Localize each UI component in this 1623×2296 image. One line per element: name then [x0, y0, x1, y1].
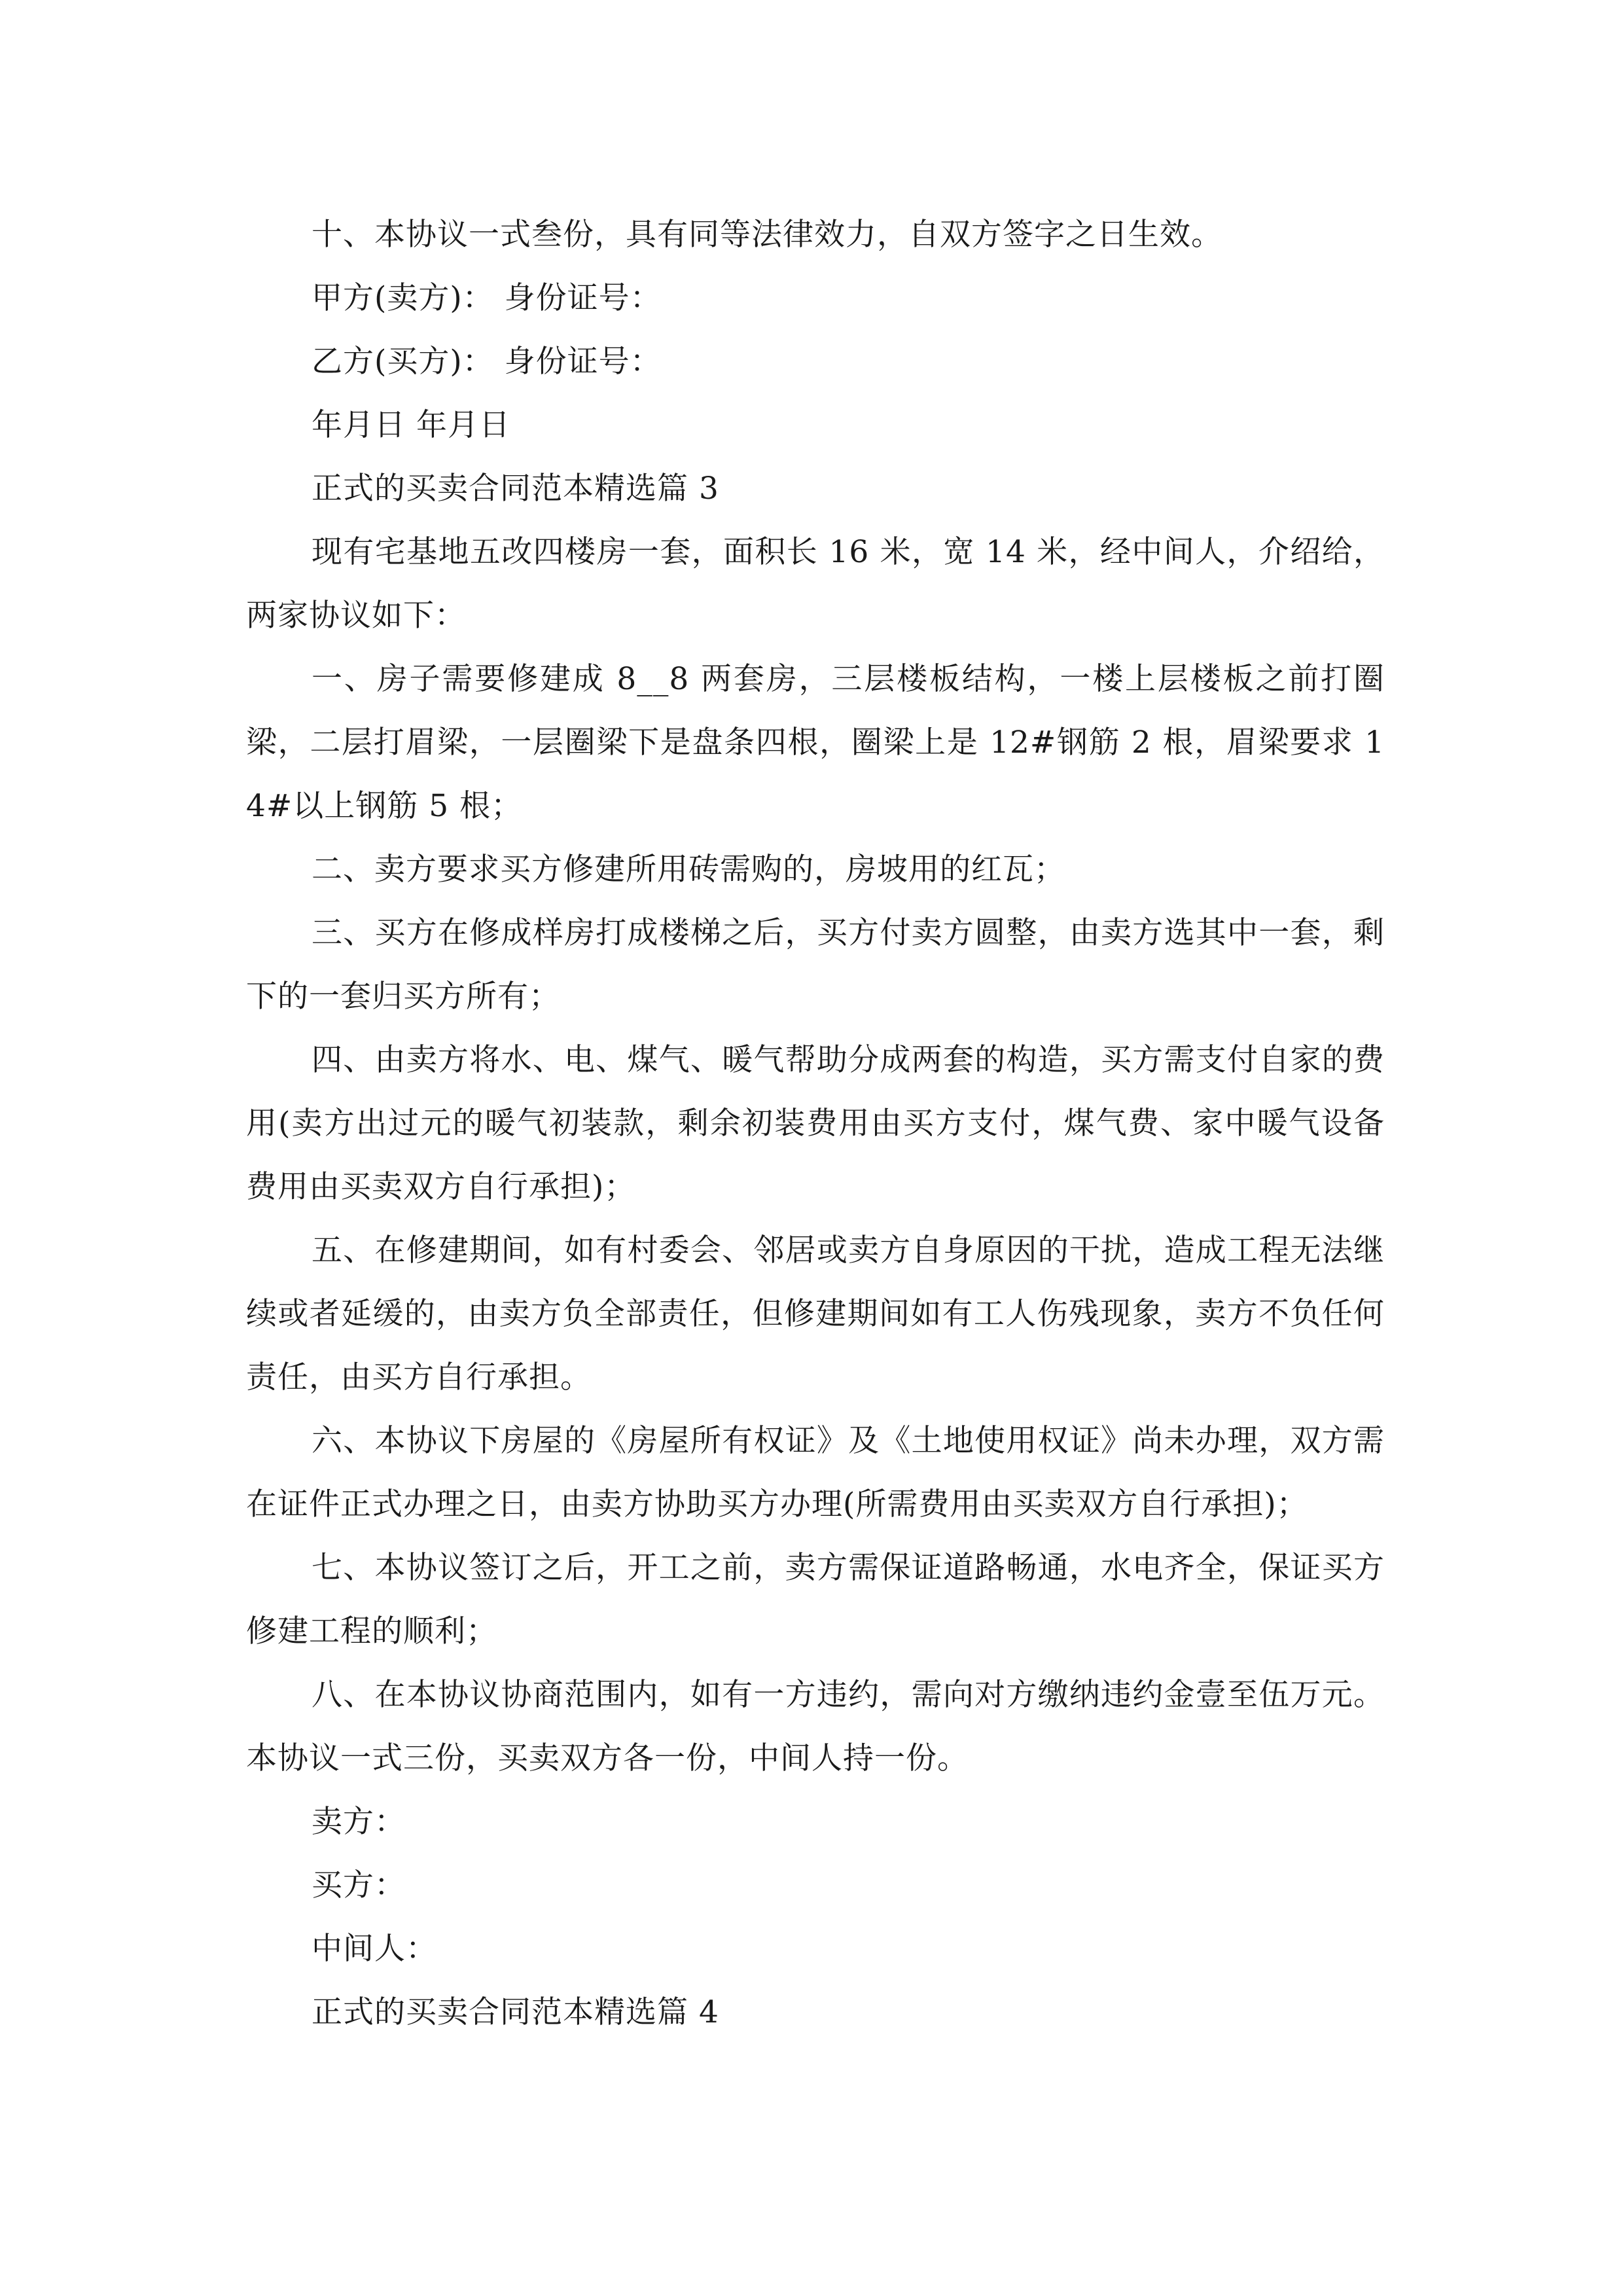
document-body	[246, 203, 1385, 2044]
clause-three: 三、买方在修成样房打成楼梯之后，买方付卖方圆整，由卖方选其中一套，剩下的一套归买方所有；	[246, 915, 1385, 1014]
clause-eight: 八、在本协议协商范围内，如有一方违约，需向对方缴纳违约金壹至伍万元。本协议一式三份，买卖双方各一份，中间人持一份。	[246, 1677, 1385, 1776]
clause-seven: 七、本协议签订之后，开工之前，卖方需保证道路畅通，水电齐全，保证买方修建工程的顺利；	[246, 1550, 1385, 1649]
clause-one: 一、房子需要修建成 8__8 两套房，三层楼板结构，一楼上层楼板之前打圈梁，二层打眉梁，一层圈梁下是盘条四根，圈梁上是 12#钢筋 2 根，眉梁要求 14#以上钢筋 5 根；	[246, 661, 1385, 824]
party-b-line: 乙方(买方)： 身份证号：	[312, 344, 662, 380]
section-heading-3: 正式的买卖合同范本精选篇 3	[312, 471, 719, 507]
clause-ten: 十、本协议一式叁份，具有同等法律效力，自双方签字之日生效。	[312, 217, 1222, 253]
clause-four: 四、由卖方将水、电、煤气、暖气帮助分成两套的构造，买方需支付自家的费用(卖方出过元的暖气初装款，剩余初装费用由买方支付，煤气费、家中暖气设备费用由买卖双方自行承担)；	[246, 1042, 1385, 1205]
clause-two: 二、卖方要求买方修建所用砖需购的，房坡用的红瓦；	[312, 852, 1065, 888]
clause-six: 六、本协议下房屋的《房屋所有权证》及《土地使用权证》尚未办理，双方需在证件正式办理之日，由卖方协助买方办理(所需费用由买卖双方自行承担)；	[246, 1423, 1385, 1522]
clause-five: 五、在修建期间，如有村委会、邻居或卖方自身原因的干扰，造成工程无法继续或者延缓的，由卖方负全部责任，但修建期间如有工人伤残现象，卖方不负任何责任，由买方自行承担。	[246, 1232, 1385, 1395]
intro-paragraph: 现有宅基地五改四楼房一套，面积长 16 米，宽 14 米，经中间人，介绍给，两家协议如下：	[246, 534, 1385, 634]
date-line: 年月日 年月日	[312, 407, 510, 443]
seller-signature-line: 卖方：	[312, 1804, 406, 1840]
section-heading-4: 正式的买卖合同范本精选篇 4	[312, 1994, 719, 2030]
intermediary-signature-line: 中间人：	[312, 1931, 437, 1967]
buyer-signature-line: 买方：	[312, 1867, 406, 1903]
party-a-line: 甲方(卖方)： 身份证号：	[312, 280, 662, 316]
